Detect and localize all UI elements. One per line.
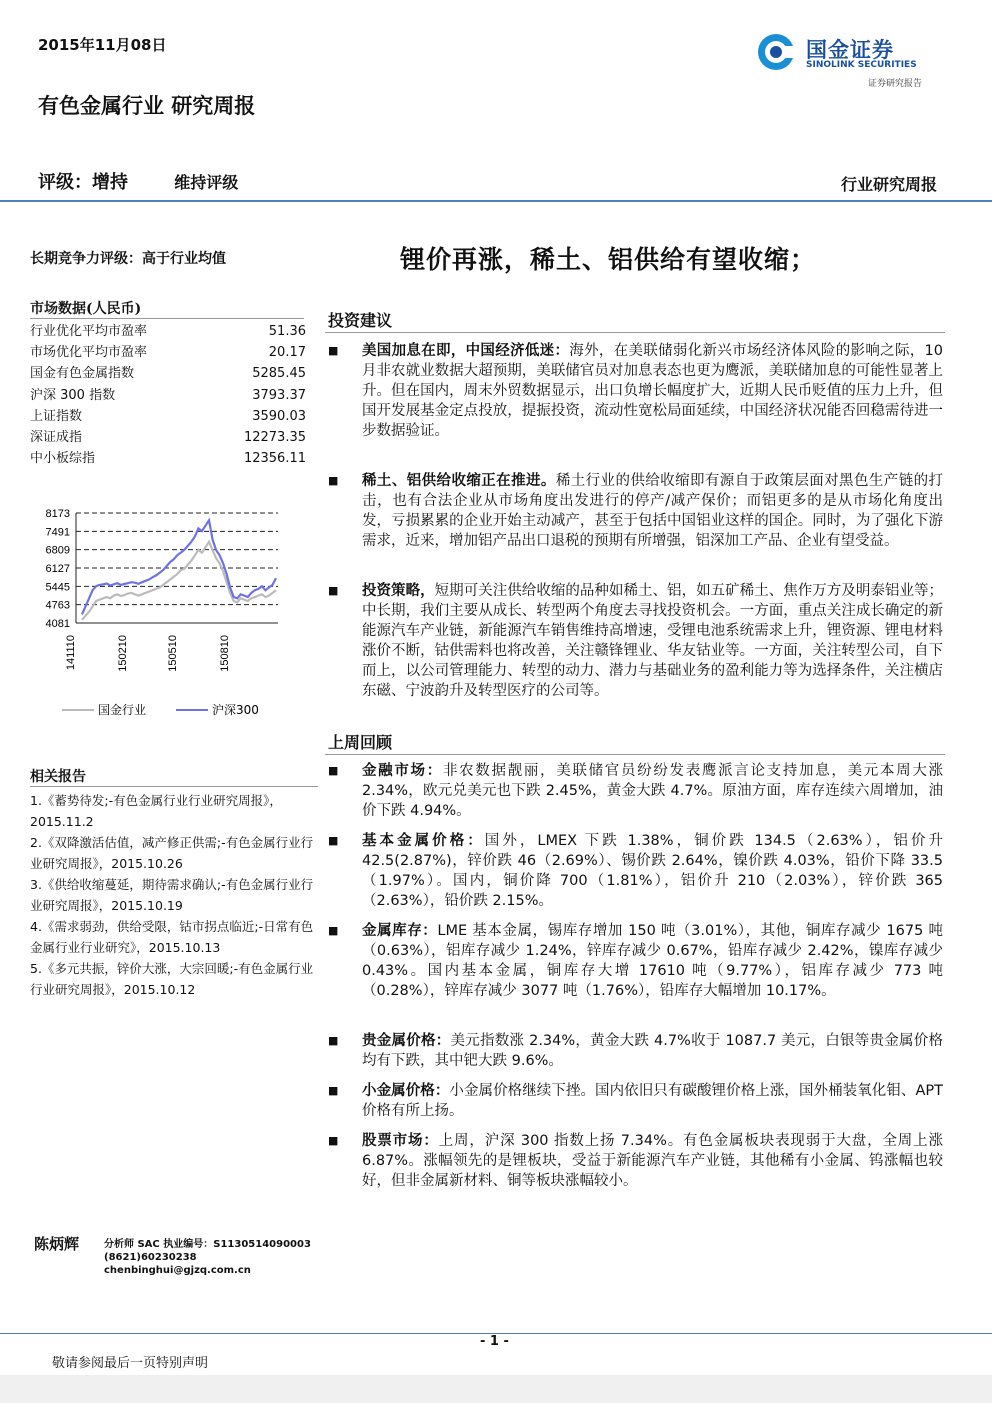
bullet-heading: 美国加息在即，中国经济低迷： [362, 342, 570, 359]
bullet-heading: 投资策略， [362, 582, 435, 599]
related-report-item[interactable]: 4.《需求弱劲，供给受限，钴市拐点临近;-日常有色金属行业行业研究》，2015.10.13 [30, 919, 314, 955]
bullet-square-icon: ■ [328, 1134, 339, 1147]
market-value: 51.36 [268, 324, 306, 339]
report-title: 有色金属行业 研究周报 [38, 93, 256, 118]
market-label: 国金有色金属指数 [30, 366, 135, 382]
index-chart [26, 500, 286, 740]
investment-divider [325, 332, 945, 333]
bullet-body: 上周，沪深 300 指数上扬 7.34%。有色金属板块表现弱于大盘，全周上涨 6.87%。涨幅领先的是锂板块，受益于新能源汽车产业链，其他稀有小金属、钨涨幅也较好，但非金属新材料、铜等板块涨幅较小。 [362, 1133, 943, 1189]
market-row [30, 448, 306, 469]
market-label: 深证成指 [30, 429, 83, 445]
market-row [30, 342, 306, 363]
bullet-square-icon: ■ [328, 1034, 339, 1047]
author-id: 分析师 SAC 执业编号：S1130514090003 [104, 1239, 311, 1250]
bullet-body: LME 基本金属，锡库存增加 150 吨（3.01%），其他，铜库存减少 1675 吨（0.63%），铝库存减少 1.24%，锌库存减少 0.67%，铅库存减少 2.42%，镍库存减少 0.43%。国内基本金属，铜库存大增 17610 吨（9.77%），铝库存减少 773 吨（0.28%），锌库存减少 3077 吨（1.76%），铅库存大幅增加 10.17%。 [362, 923, 944, 999]
bullet-square-icon: ■ [328, 1084, 339, 1097]
market-divider [30, 318, 304, 319]
y-tick-label: 7491 [45, 526, 70, 539]
x-tick-label: 150210 [117, 635, 129, 672]
logo-en: SINOLINK SECURITIES [806, 60, 917, 70]
author-email[interactable]: chenbinghui@gjzq.com.cn [104, 1265, 251, 1276]
review-title: 上周回顾 [328, 733, 393, 752]
author-phone: (8621)60230238 [104, 1252, 197, 1263]
bullet-square-icon: ■ [328, 584, 339, 597]
related-report-item[interactable]: 1.《蓄势待发;-有色金属行业行业研究周报》，2015.11.2 [30, 793, 282, 829]
related-report-item[interactable]: 3.《供给收缩蔓延，期待需求确认;-有色金属行业行业研究周报》，2015.10.19 [30, 877, 314, 913]
market-row [30, 321, 306, 342]
market-value: 5285.45 [252, 366, 306, 382]
bullet-text [362, 831, 943, 911]
market-row [30, 363, 306, 384]
bullet-square-icon: ■ [328, 764, 339, 777]
bullet-body: 稀土行业的供给收缩即有源自于政策层面对黑色生产链的打击，也有合法企业从市场角度出发进行的停产/减产保价；而铝更多的是从市场化角度出发，亏损累累的企业开始主动减产，甚至于包括中国铝业这样的国企。同时，为了强化下游需求，近来，增加铝产品出口退税的预期有所增强，铝深加工产品、企业有望受益。 [362, 473, 944, 549]
market-value: 3590.03 [252, 408, 306, 424]
bullet-item [328, 761, 943, 821]
author-name: 陈炳辉 [34, 1235, 80, 1253]
legend-label: 沪深300 [212, 703, 259, 717]
bullet-body: 小金属价格继续下挫。国内依旧只有碳酸锂价格上涨，国外桶装氧化钼、APT 价格有所上扬。 [362, 1083, 943, 1119]
market-row [30, 385, 306, 406]
bullet-item [328, 581, 943, 701]
bullet-body: 非农数据靓丽，美联储官员纷纷发表鹰派言论支持加息，美元本周大涨 2.34%，欧元兑美元也下跌 2.45%，黄金大跌 4.7%。原油方面，库存连续六周增加，油价下跌 4.94%。 [362, 763, 944, 819]
bullet-body: 短期可关注供给收缩的品种如稀土、铝，如五矿稀土、焦作万方及明泰铝业等；中长期，我们主要从成长、转型两个角度去寻找投资机会。一方面，重点关注成长确定的新能源汽车产业链，新能源汽车销售维持高增速，受锂电池系统需求上升，锂资源、锂电材料涨价不断，钴供需料也将改善，关注赣锋锂业、华友钴业等。一方面，关注转型公司，自下而上，以公司管理能力、转型的动力、潜力与基础业务的盈利能力等为选择条件，关注横店东磁、宁波韵升及转型医疗的公司等。 [362, 583, 944, 699]
disclaimer: 敬请参阅最后一页特别声明 [52, 1356, 209, 1371]
market-label: 上证指数 [30, 408, 83, 424]
market-label: 行业优化平均市盈率 [30, 324, 148, 339]
bullet-heading: 稀土、铝供给收缩正在推进。 [362, 472, 556, 489]
bullet-heading: 基本金属价格： [362, 832, 485, 849]
logo-cn: 国金证券 [806, 38, 894, 62]
review-divider [325, 754, 945, 755]
related-reports-title: 相关报告 [30, 769, 86, 785]
bullet-text [362, 581, 943, 701]
bullet-text [362, 1131, 943, 1191]
y-tick-label: 5445 [45, 581, 70, 594]
y-tick-label: 6127 [45, 563, 70, 575]
bullet-item [328, 471, 943, 551]
market-row [30, 406, 306, 427]
market-label: 沪深 300 指数 [30, 387, 116, 403]
bullet-text [362, 1081, 943, 1121]
y-tick-label: 8173 [45, 508, 70, 520]
bullet-text [362, 1031, 943, 1071]
bullet-heading: 金融市场： [362, 762, 443, 779]
related-reports-list [30, 790, 320, 1000]
bullet-item [328, 921, 943, 1001]
market-value: 12356.11 [243, 451, 306, 467]
bullet-text [362, 341, 943, 441]
related-report-item[interactable]: 2.《双降激活估值，减产修正供需;-有色金属行业行业研究周报》，2015.10.26 [30, 835, 314, 871]
header-divider [0, 200, 992, 202]
bullet-body: 国外，LMEX 下跌 1.38%，铜价跌 134.5（2.63%），铝价升 42.5(2.87%)，锌价跌 46（2.69%）、锡价跌 2.64%，镍价跌 4.03%，铅价下降 33.5（1.97%）。国内，铜价降 700（1.81%），铝价升 210（2.03%），锌价跌 365（2.63%），铅价跌 2.15%。 [362, 833, 944, 909]
bullet-square-icon: ■ [328, 924, 339, 937]
bullet-body: 美元指数涨 2.34%，黄金大跌 4.7%收于 1087.7 美元，白银等贵金属价格均有下跌，其中钯大跌 9.6%。 [362, 1033, 944, 1069]
bullet-item [328, 831, 943, 911]
market-data-title: 市场数据(人民币) [30, 301, 142, 317]
headline: 锂价再涨，稀土、铝供给有望收缩； [400, 245, 817, 274]
market-data-table [30, 321, 306, 469]
market-value: 3793.37 [252, 387, 306, 403]
company-logo [756, 30, 956, 90]
bullet-item [328, 341, 943, 441]
bullet-text [362, 761, 943, 821]
market-label: 中小板综指 [30, 451, 96, 467]
y-tick-label: 6809 [45, 544, 70, 557]
report-type: 行业研究周报 [840, 175, 937, 194]
bullet-heading: 贵金属价格： [362, 1032, 451, 1049]
page-number: - 1 - [480, 1334, 509, 1349]
bullet-square-icon: ■ [328, 344, 339, 357]
y-tick-label: 4763 [45, 599, 70, 612]
rating-keep: 维持评级 [174, 173, 239, 192]
market-row [30, 427, 306, 448]
x-tick-label: 150510 [167, 635, 179, 672]
bullet-heading: 股票市场： [362, 1132, 439, 1149]
bullet-item [328, 1031, 943, 1071]
logo-sub: 证券研究报告 [868, 79, 923, 89]
report-date: 2015年11月08日 [38, 36, 167, 54]
x-tick-label: 141110 [65, 635, 77, 671]
related-report-item[interactable]: 5.《多元共振，锌价大涨，大宗回暖;-有色金属行业行业研究周报》，2015.10.12 [30, 961, 314, 997]
bullet-body: 海外，在美联储弱化新兴市场经济体风险的影响之际，10 月非农就业数据大超预期，美联储官员对加息表态也更为鹰派，美联储加息的可能性显著上升。但在国内，周末外贸数据显示，出口负增长幅度扩大，近期人民币贬值的压力上升，但国开发展基金定点投放，提振投资，流动性宽松局面延续，中国经济状况能否回稳需待进一步数据验证。 [362, 343, 944, 439]
related-divider [30, 786, 318, 787]
rating-row [38, 168, 252, 194]
bullet-square-icon: ■ [328, 474, 339, 487]
bullet-heading: 小金属价格： [362, 1082, 450, 1099]
author-info [104, 1238, 311, 1277]
rating-label: 评级：增持 [38, 172, 128, 193]
footer-bar [0, 1375, 992, 1403]
legend-label: 国金行业 [98, 703, 147, 717]
investment-title: 投资建议 [328, 311, 393, 330]
bullet-square-icon: ■ [328, 834, 339, 847]
bullet-item [328, 1131, 943, 1191]
y-tick-label: 4081 [45, 618, 70, 630]
long-term-rating: 长期竞争力评级：高于行业均值 [30, 251, 226, 267]
logo-mark-icon [756, 32, 796, 72]
bullet-text [362, 921, 943, 1001]
market-value: 20.17 [268, 345, 306, 361]
bullet-item [328, 1081, 943, 1121]
bullet-text [362, 471, 943, 551]
market-label: 市场优化平均市盈率 [30, 345, 148, 361]
bullet-heading: 金属库存： [362, 922, 438, 939]
x-tick-label: 150810 [219, 635, 231, 672]
market-value: 12273.35 [243, 429, 306, 445]
